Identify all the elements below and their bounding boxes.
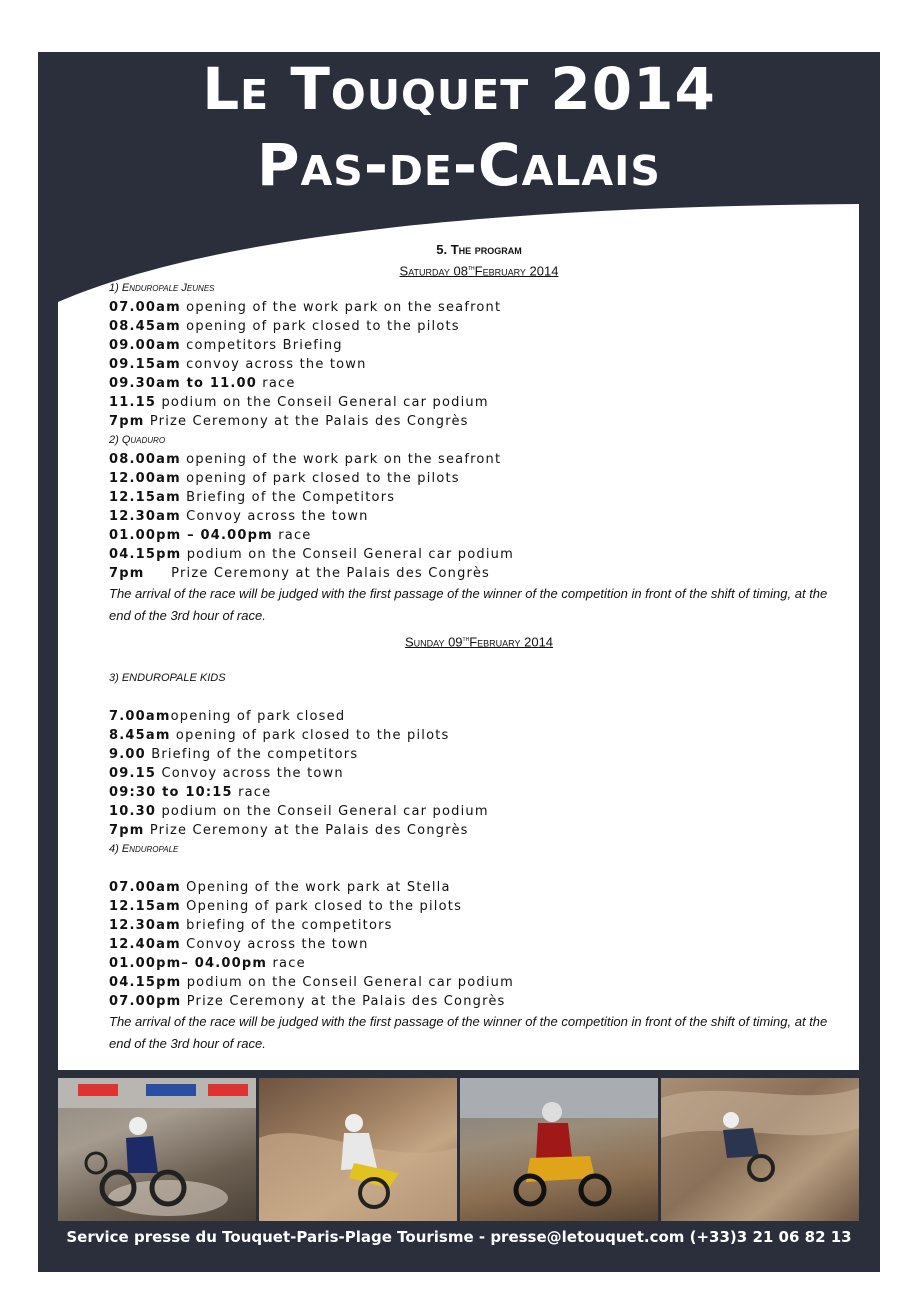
group-label-quaduro: 2) Quaduro: [109, 434, 166, 446]
schedule-row: [109, 336, 849, 355]
schedule-time: 7pm: [109, 823, 145, 838]
schedule-activity: opening of park closed to the pilots: [180, 319, 460, 334]
schedule-time: 04.15pm: [109, 975, 182, 990]
photo-rider-in-rut: [259, 1078, 457, 1221]
schedule-row: [109, 450, 849, 469]
schedule-row: [109, 726, 849, 745]
schedule-time: 07.00pm: [109, 994, 182, 1009]
schedule-time: 12.00am: [109, 471, 181, 486]
schedule-time: 7pm: [109, 414, 145, 429]
schedule-time: 08.45am: [109, 319, 181, 334]
schedule-row: [109, 821, 849, 840]
sunday-date: [109, 630, 849, 650]
schedule-activity: Prize Ceremony at the Palais des Congrès: [181, 994, 506, 1009]
schedule-time: 12.40am: [109, 937, 181, 952]
schedule-time: 11.15: [109, 395, 157, 410]
schedule-time: 01.00pm– 04.00pm: [109, 956, 268, 971]
program-content: [109, 240, 849, 1055]
schedule-row: [109, 298, 849, 317]
schedule-row: [109, 935, 849, 954]
schedule-row: [109, 545, 849, 564]
schedule-activity: Opening of park closed to the pilots: [180, 899, 463, 914]
schedule-activity: opening of the work park on the seafront: [180, 300, 502, 315]
photo-quad-rider: [460, 1078, 658, 1221]
schedule-row: [109, 973, 849, 992]
schedule-activity: Prize Ceremony at the Palais des Congrès: [144, 823, 469, 838]
photo-strip: [58, 1078, 859, 1221]
schedule-activity: podium on the Conseil General car podium: [156, 804, 489, 819]
schedule-row: [109, 374, 849, 393]
schedule-row: [109, 802, 849, 821]
schedule-activity: Briefing of the Competitors: [180, 490, 396, 505]
schedule-time: 09.15am: [109, 357, 181, 372]
schedule-activity: race: [232, 785, 272, 800]
schedule-activity: opening of park closed: [170, 709, 346, 724]
footer-contact: Service presse du Touquet-Paris-Plage Tourisme - presse@letouquet.com (+33)3 21 06 82 13: [66, 1228, 852, 1246]
schedule-time: 09:30 to 10:15: [109, 785, 233, 800]
schedule-time: 09.15: [109, 766, 157, 781]
schedule-activity: Prize Ceremony at the Palais des Congrès: [144, 414, 469, 429]
schedule-time: 09.30am to 11.00: [109, 376, 257, 391]
schedule-activity: Opening of the work park at Stella: [180, 880, 451, 895]
schedule-activity: briefing of the competitors: [180, 918, 393, 933]
schedule-row: [109, 412, 849, 431]
schedule-time: 7.00am: [109, 709, 171, 724]
schedule-activity: opening of the work park on the seafront: [180, 452, 502, 467]
schedule-activity: race: [256, 376, 296, 391]
schedule-row: [109, 992, 849, 1011]
schedule-activity: race: [267, 956, 306, 971]
schedule-row: [109, 897, 849, 916]
schedule-time: 12.30am: [109, 509, 181, 524]
schedule-row: [109, 954, 849, 973]
schedule-activity: opening of park closed to the pilots: [180, 471, 460, 486]
schedule-row: [109, 526, 849, 545]
sunday-note: The arrival of the race will be judged with the first passage of the winner of the competition in front of the shift of timing, at the end of the 3rd hour of race.: [109, 1014, 828, 1051]
schedule-activity: Briefing of the competitors: [145, 747, 359, 762]
schedule-row: [109, 916, 849, 935]
schedule-time: 01.00pm – 04.00pm: [109, 528, 273, 543]
schedule-activity: Prize Ceremony at the Palais des Congrès: [144, 566, 490, 581]
saturday-note: The arrival of the race will be judged with the first passage of the winner of the competition in front of the shift of timing, at the end of the 3rd hour of race.: [109, 586, 828, 623]
schedule-row: [109, 507, 849, 526]
schedule-time: 8.45am: [109, 728, 171, 743]
group-label-enduropale-jeunes: 1) Enduropale Jeunes: [109, 282, 215, 294]
schedule-activity: Convoy across the town: [180, 937, 369, 952]
sunday-date-sup: th: [462, 636, 470, 643]
schedule-row: [109, 783, 849, 802]
schedule-row: [109, 317, 849, 336]
sunday-date-prefix: Sunday 09: [404, 634, 463, 650]
saturday-date-prefix: Saturday 08: [399, 263, 468, 279]
schedule-activity: Convoy across the town: [156, 766, 344, 781]
schedule-activity: Convoy across the town: [180, 509, 369, 524]
schedule-time: 7pm: [109, 566, 145, 581]
saturday-date-suffix: February 2014: [474, 263, 559, 279]
photo-motocross-riders: [58, 1078, 256, 1221]
schedule-time: 10.30: [109, 804, 157, 819]
schedule-activity: podium on the Conseil General car podium: [181, 975, 514, 990]
schedule-activity: opening of park closed to the pilots: [170, 728, 450, 743]
title-line-1: Le Touquet 2014: [202, 55, 716, 123]
schedule-time: 12.15am: [109, 490, 181, 505]
schedule-activity: convoy across the town: [180, 357, 367, 372]
group-label-enduropale: 4) Enduropale: [109, 843, 179, 855]
schedule-row: [109, 878, 849, 897]
schedule-row: [109, 355, 849, 374]
schedule-row: [109, 745, 849, 764]
schedule-row: [109, 764, 849, 783]
photo-rider-cornering: [661, 1078, 859, 1221]
schedule-activity: podium on the Conseil General car podium: [156, 395, 489, 410]
schedule-row: [109, 707, 849, 726]
schedule-row: [109, 393, 849, 412]
section-title: 5. The program: [436, 242, 522, 257]
schedule-time: 12.15am: [109, 899, 181, 914]
schedule-row: [109, 564, 849, 583]
schedule-time: 09.00am: [109, 338, 181, 353]
title-line-2: Pas-de-Calais: [257, 131, 661, 199]
schedule-time: 04.15pm: [109, 547, 182, 562]
schedule-row: [109, 469, 849, 488]
schedule-activity: podium on the Conseil General car podium: [181, 547, 514, 562]
schedule-time: 07.00am: [109, 300, 181, 315]
saturday-date: [109, 259, 849, 279]
schedule-row: [109, 488, 849, 507]
schedule-time: 9.00: [109, 747, 146, 762]
schedule-activity: competitors Briefing: [180, 338, 343, 353]
saturday-date-sup: th: [467, 265, 475, 272]
schedule-time: 08.00am: [109, 452, 181, 467]
schedule-activity: race: [272, 528, 312, 543]
group-label-enduropale-kids: 3) ENDUROPALE KIDS: [109, 672, 226, 684]
schedule-time: 07.00am: [109, 880, 181, 895]
sunday-date-suffix: February 2014: [469, 634, 554, 650]
page-title: [38, 55, 880, 199]
schedule-time: 12.30am: [109, 918, 181, 933]
